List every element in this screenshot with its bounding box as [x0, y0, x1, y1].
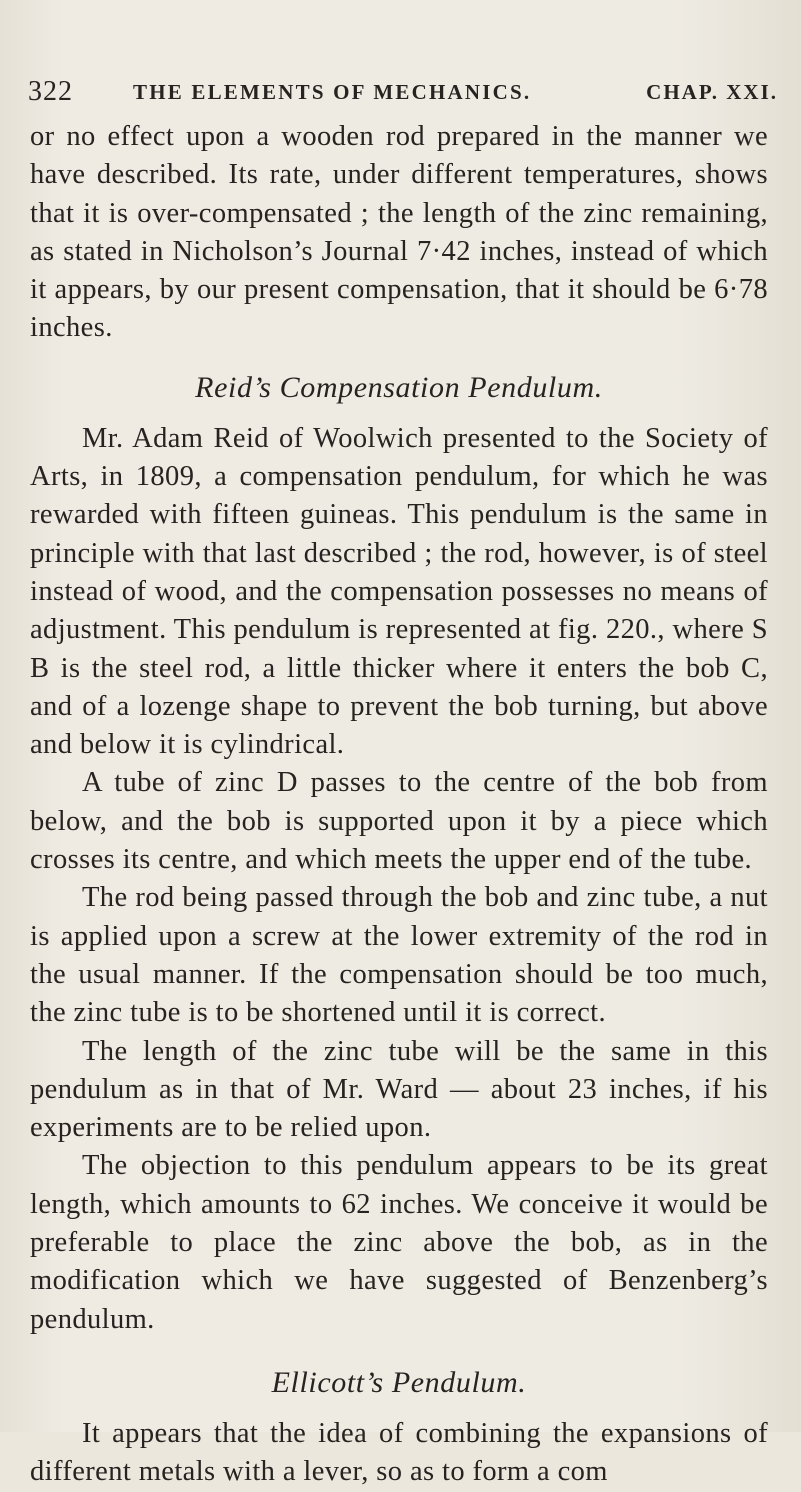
section-heading-reid: Reid’s Compensation Pendulum.: [195, 370, 603, 404]
page-number: 322: [28, 76, 73, 107]
body-text: [30, 118, 768, 1492]
section-heading-ellicott: Ellicott’s Pendulum.: [271, 1365, 527, 1399]
paragraph-reid-5: The objection to this pendulum appears to be its great length, which amounts to 62 inches. We conceive it would be preferable to place the zinc above the bob, as in the modification which we have suggested of Benzenberg’s pendulum.: [30, 1150, 768, 1335]
running-title: THE ELEMENTS OF MECHANICS.: [133, 80, 532, 104]
paragraph-reid-1: Mr. Adam Reid of Woolwich presented to the Society of Arts, in 1809, a compensation pendulum, for which he was rewarded with fifteen guineas. This pendulum is the same in principle with that last described ; the rod, however, is of steel instead of wood, and the compensation possesses no means of adjustment. This pendulum is represented at fig. 220., where S B is the steel rod, a little thicker where it enters the bob C, and of a lozenge shape to prevent the bob turning, but above and below it is cylindrical.: [30, 422, 768, 761]
chapter-label: CHAP. XXI.: [646, 80, 778, 104]
paragraph-reid-4: The length of the zinc tube will be the same in this pendulum as in that of Mr. Ward — about 23 inches, if his experiments are to be relied upon.: [30, 1035, 768, 1144]
paragraph-reid-2: A tube of zinc D passes to the centre of the bob from below, and the bob is supported upon it by a piece which crosses its centre, and which meets the upper end of the tube.: [30, 767, 768, 876]
running-head: [28, 76, 778, 110]
paragraph-reid-3: The rod being passed through the bob and zinc tube, a nut is applied upon a screw at the lower extremity of the rod in the usual manner. If the compensation should be too much, the zinc tube is to be shortened until it is correct.: [30, 882, 768, 1029]
paragraph-ellicott-1: It appears that the idea of combining the expansions of different metals with a lever, so as to form a com: [30, 1417, 768, 1488]
paragraph-intro: or no effect upon a wooden rod prepared in the manner we have described. Its rate, under different temperatures, shows that it is over-compensated ; the length of the zinc remaining, as stated in Nicholson’s Journal 7·42 inches, instead of which it appears, by our present compensation, that it should be 6·78 inches.: [30, 121, 768, 344]
